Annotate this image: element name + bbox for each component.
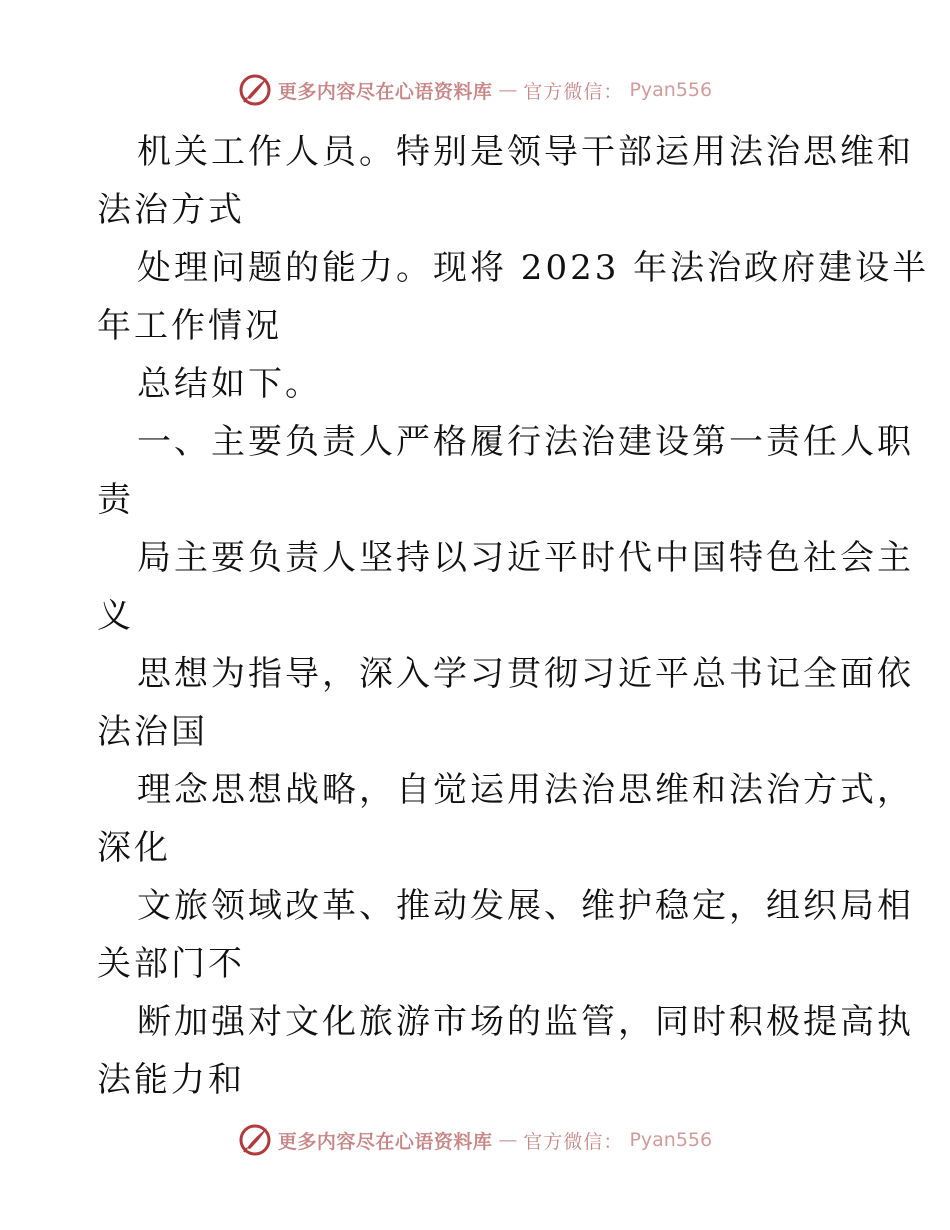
body-line: 断加强对文化旅游市场的监管，同时积极提高执 (137, 1002, 914, 1042)
body-line: 年工作情况 (97, 306, 282, 346)
quill-pen-logo-icon (238, 1123, 272, 1157)
body-line: 法能力和 (97, 1060, 245, 1100)
body-line: 法治国 (97, 712, 208, 752)
body-line: 局主要负责人坚持以习近平时代中国特色社会主 (137, 538, 914, 578)
body-line: 总结如下。 (137, 364, 322, 404)
quill-pen-logo-icon (238, 73, 272, 107)
body-line: 义 (97, 596, 134, 636)
body-line: 关部门不 (97, 944, 245, 984)
body-line: 深化 (97, 828, 171, 868)
body-line: 思想为指导，深入学习贯彻习近平总书记全面依 (137, 654, 914, 694)
header-banner-content (238, 73, 712, 107)
wechat-id: Pyan556 (629, 1129, 713, 1151)
banner-separator: — (498, 1129, 518, 1151)
wechat-label: 官方微信： (523, 1130, 624, 1153)
footer-banner (0, 1120, 950, 1160)
site-promo-text: 更多内容尽在心语资料库 (277, 1130, 493, 1153)
document-body (97, 123, 930, 1109)
section-heading-line: 责 (97, 480, 134, 520)
body-line: 理念思想战略，自觉运用法治思维和法治方式， (137, 770, 914, 810)
body-line: 机关工作人员。特别是领导干部运用法治思维和 (137, 132, 914, 172)
wechat-id: Pyan556 (629, 79, 713, 101)
body-line: 法治方式 (97, 190, 245, 230)
banner-separator: — (498, 79, 518, 101)
wechat-label: 官方微信： (523, 80, 624, 103)
footer-banner-content (238, 1123, 712, 1157)
header-banner (0, 70, 950, 110)
section-heading-line: 一、主要负责人严格履行法治建设第一责任人职 (137, 422, 914, 462)
site-promo-text: 更多内容尽在心语资料库 (277, 80, 493, 103)
body-line: 文旅领域改革、推动发展、维护稳定，组织局相 (137, 886, 914, 926)
body-line: 处理问题的能力。现将 2023 年法治政府建设半 (137, 248, 930, 288)
